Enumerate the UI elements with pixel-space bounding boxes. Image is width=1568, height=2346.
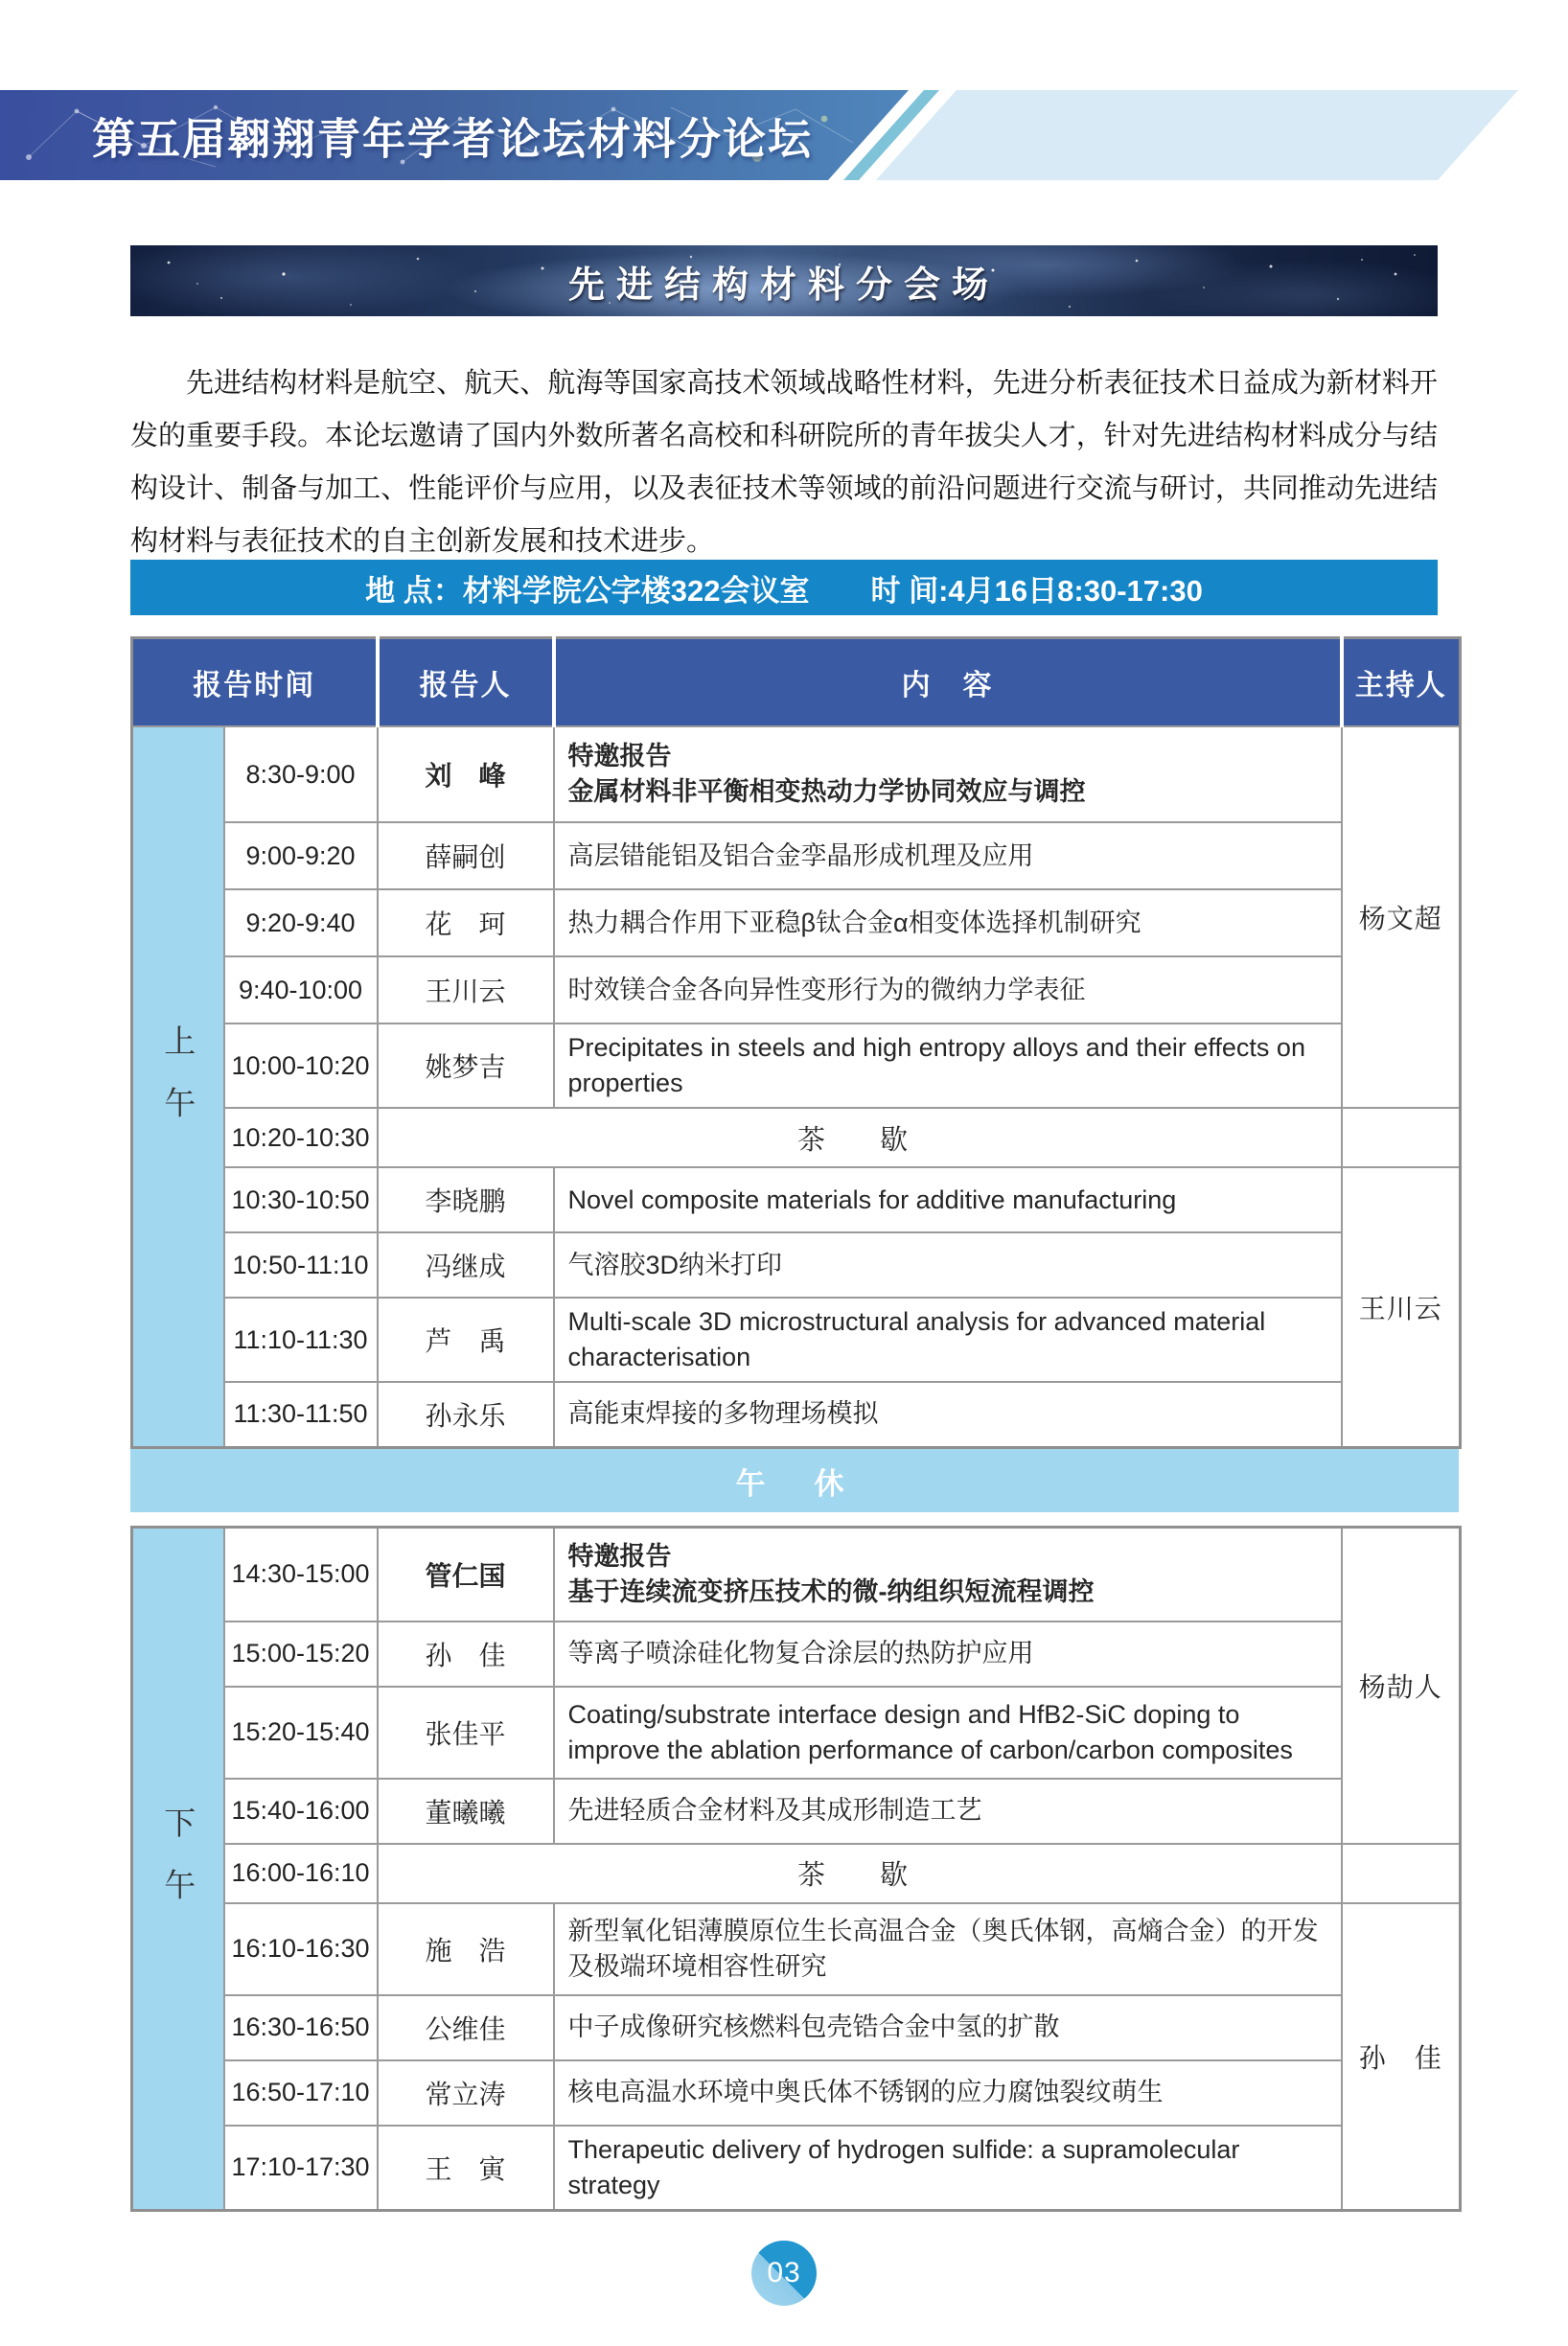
- top-banner: [0, 90, 1568, 180]
- time-cell: 14:30-15:00: [224, 1528, 378, 1622]
- speaker-cell: 孙永乐: [378, 1382, 554, 1447]
- tea-break-label: 茶 歇: [378, 1844, 1342, 1903]
- session-hall-title: 先进结构材料分会场: [567, 264, 1000, 306]
- table-row: [132, 1779, 1461, 1844]
- speaker-cell: 薛嗣创: [378, 822, 554, 889]
- table-row: [132, 2060, 1461, 2126]
- table-row: [132, 726, 1461, 822]
- speaker-cell: 王 寅: [378, 2126, 554, 2211]
- time-cell: 15:20-15:40: [224, 1687, 378, 1779]
- speaker-cell: 冯继成: [378, 1232, 554, 1298]
- time-cell: 17:10-17:30: [224, 2126, 378, 2211]
- table-row: [132, 1298, 1461, 1382]
- venue-time: 时 间:4月16日8:30-17:30: [870, 573, 1203, 608]
- table-header-row: [132, 638, 1461, 727]
- time-cell: 11:10-11:30: [224, 1298, 378, 1382]
- content-cell: 高能束焊接的多物理场模拟: [554, 1382, 1342, 1447]
- content-cell: 高层错能铝及铝合金孪晶形成机理及应用: [554, 822, 1342, 889]
- time-cell: 9:40-10:00: [224, 956, 378, 1024]
- table-row: [132, 1232, 1461, 1298]
- session-strip-afternoon: [132, 1528, 224, 2211]
- table-row: [132, 889, 1461, 956]
- speaker-cell: 公维佳: [378, 1995, 554, 2060]
- page-number-badge: [751, 2241, 817, 2306]
- table-row: [132, 822, 1461, 889]
- time-cell: 16:10-16:30: [224, 1903, 378, 1995]
- content-cell: 先进轻质合金材料及其成形制造工艺: [554, 1779, 1342, 1844]
- speaker-cell: 常立涛: [378, 2060, 554, 2126]
- time-cell: 10:20-10:30: [224, 1108, 378, 1167]
- forum-title: 第五届翱翔青年学者论坛材料分论坛: [92, 114, 814, 164]
- time-cell: 9:20-9:40: [224, 889, 378, 956]
- session-vertical-label: 上午: [160, 1024, 196, 1149]
- time-cell: 15:00-15:20: [224, 1622, 378, 1687]
- speaker-cell: 施 浩: [378, 1903, 554, 1995]
- venue-time-bar: [130, 560, 1438, 615]
- table-row: [132, 1687, 1461, 1779]
- table-row: [132, 1167, 1461, 1232]
- table-row: [132, 1622, 1461, 1687]
- invited-talk-tag: 特邀报告: [567, 742, 672, 770]
- table-row: [132, 2126, 1461, 2211]
- content-cell: 新型氧化铝薄膜原位生长高温合金（奥氏体钢，高熵合金）的开发及极端环境相容性研究: [554, 1903, 1342, 1995]
- speaker-cell: 花 珂: [378, 889, 554, 956]
- content-cell: 气溶胶3D纳米打印: [554, 1232, 1342, 1298]
- table-row: [132, 1024, 1461, 1108]
- time-cell: 11:30-11:50: [224, 1382, 378, 1447]
- content-cell: 热力耦合作用下亚稳β钛合金α相变体选择机制研究: [554, 889, 1342, 956]
- host-cell-empty: [1342, 1108, 1461, 1167]
- lunch-break-bar: 午 休: [130, 1449, 1459, 1512]
- time-cell: 16:30-16:50: [224, 1995, 378, 2060]
- table-row: [132, 1528, 1461, 1622]
- content-cell: 等离子喷涂硅化物复合涂层的热防护应用: [554, 1622, 1342, 1687]
- time-cell: 8:30-9:00: [224, 726, 378, 822]
- section-banner: [130, 245, 1438, 316]
- afternoon-schedule-table: [130, 1526, 1462, 2212]
- content-cell: Novel composite materials for additive manufacturing: [554, 1167, 1342, 1232]
- tea-break-row: [132, 1108, 1461, 1167]
- morning-schedule-table: [130, 636, 1462, 1449]
- time-cell: 16:50-17:10: [224, 2060, 378, 2126]
- header-speaker: 报告人: [378, 638, 554, 727]
- table-row: [132, 1382, 1461, 1447]
- speaker-cell: 李晓鹏: [378, 1167, 554, 1232]
- intro-paragraph: 先进结构材料是航空、航天、航海等国家高技术领域战略性材料，先进分析表征技术日益成为新材料开发的重要手段。本论坛邀请了国内外数所著名高校和科研院所的青年拔尖人才，针对先进结构材料成分与结构设计、制备与加工、性能评价与应用，以及表征技术等领域的前沿问题进行交流与研讨，共同推动先进结构材料与表征技术的自主创新发展和技术进步。: [130, 368, 1438, 557]
- venue-location: 地 点：材料学院公字楼322会议室: [365, 573, 810, 608]
- speaker-cell: 管仁国: [378, 1528, 554, 1622]
- host-cell: 杨劼人: [1342, 1528, 1461, 1844]
- host-cell-empty: [1342, 1844, 1461, 1903]
- talk-title: 金属材料非平衡相变热动力学协同效应与调控: [567, 777, 1086, 806]
- time-cell: 9:00-9:20: [224, 822, 378, 889]
- host-cell: 杨文超: [1342, 726, 1461, 1108]
- speaker-cell: 张佳平: [378, 1687, 554, 1779]
- time-cell: 10:50-11:10: [224, 1232, 378, 1298]
- speaker-cell: 芦 禹: [378, 1298, 554, 1382]
- tea-break-label: 茶 歇: [378, 1108, 1342, 1167]
- invited-talk-tag: 特邀报告: [567, 1541, 672, 1571]
- session-vertical-label: 下午: [160, 1806, 196, 1931]
- table-row: [132, 1903, 1461, 1995]
- time-cell: 10:00-10:20: [224, 1024, 378, 1108]
- speaker-cell: 姚梦吉: [378, 1024, 554, 1108]
- header-time: 报告时间: [132, 638, 378, 727]
- page-number: 03: [767, 2257, 801, 2288]
- table-row: [132, 1995, 1461, 2060]
- content-cell: 中子成像研究核燃料包壳锆合金中氢的扩散: [554, 1995, 1342, 2060]
- time-cell: 15:40-16:00: [224, 1779, 378, 1844]
- content-cell: Coating/substrate interface design and HfB2-SiC doping to improve the ablation performance of carbon/carbon composites: [554, 1687, 1342, 1779]
- header-content: 内 容: [554, 638, 1342, 727]
- host-cell: 孙 佳: [1342, 1903, 1461, 2211]
- content-cell: 时效镁合金各向异性变形行为的微纳力学表征: [554, 956, 1342, 1024]
- tea-break-row: [132, 1844, 1461, 1903]
- content-cell: Multi-scale 3D microstructural analysis for advanced material characterisation: [554, 1298, 1342, 1382]
- talk-title: 基于连续流变挤压技术的微-纳组织短流程调控: [567, 1576, 1095, 1606]
- speaker-cell: 刘 峰: [378, 726, 554, 822]
- content-cell: 核电高温水环境中奥氏体不锈钢的应力腐蚀裂纹萌生: [554, 2060, 1342, 2126]
- content-cell: Therapeutic delivery of hydrogen sulfide: a supramolecular strategy: [554, 2126, 1342, 2211]
- host-cell: 王川云: [1342, 1167, 1461, 1447]
- session-strip-morning: [132, 726, 224, 1447]
- speaker-cell: 董曦曦: [378, 1779, 554, 1844]
- speaker-cell: 孙 佳: [378, 1622, 554, 1687]
- table-row: [132, 956, 1461, 1024]
- content-cell: Precipitates in steels and high entropy alloys and their effects on properties: [554, 1024, 1342, 1108]
- time-cell: 10:30-10:50: [224, 1167, 378, 1232]
- speaker-cell: 王川云: [378, 956, 554, 1024]
- content-cell: [554, 1528, 1342, 1622]
- content-cell: [554, 726, 1342, 822]
- header-host: 主持人: [1342, 638, 1461, 727]
- time-cell: 16:00-16:10: [224, 1844, 378, 1903]
